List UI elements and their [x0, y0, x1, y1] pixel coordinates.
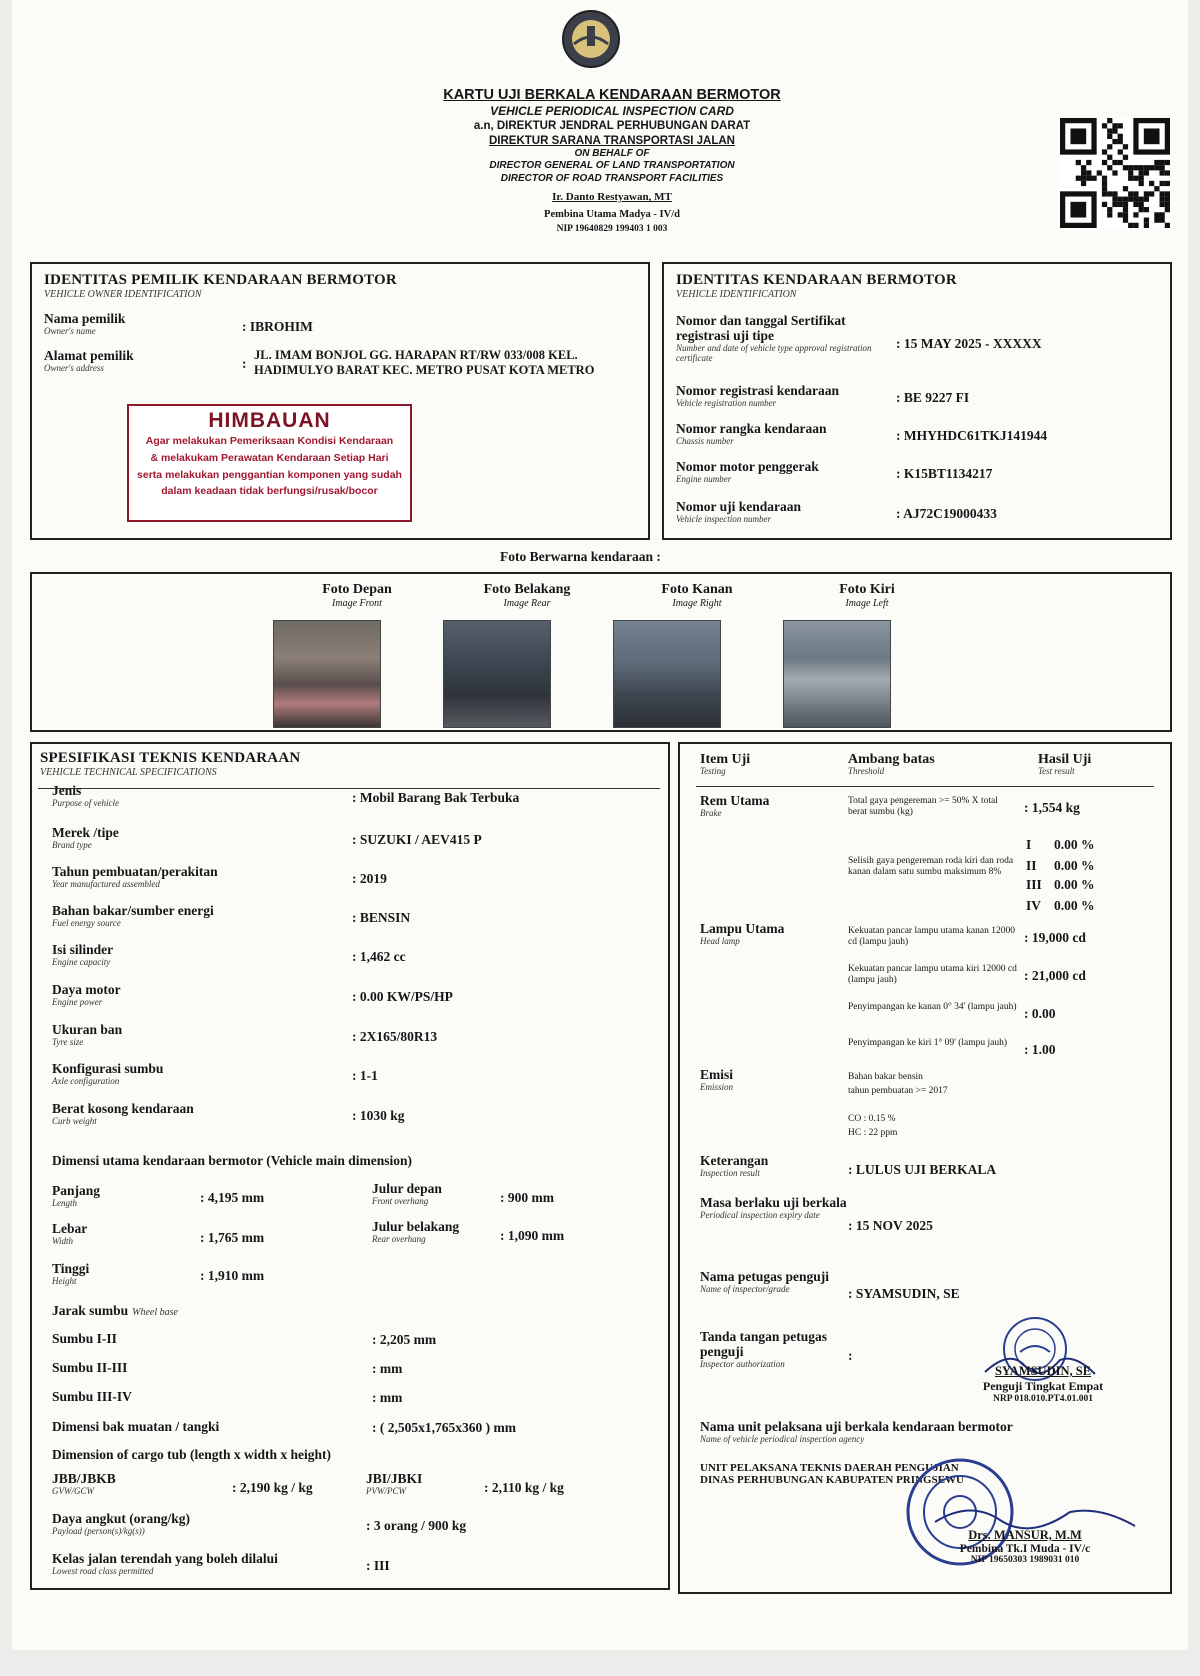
brake-label-en: Brake: [700, 807, 722, 818]
front-overhang-value: : 900 mm: [500, 1190, 554, 1205]
spec-label: [52, 1062, 163, 1087]
specs-divider: [38, 788, 660, 789]
jbi-label-en: PVW/PCW: [366, 1485, 406, 1496]
spec-value: : 0.00 KW/PS/HP: [352, 989, 453, 1004]
inspector-sig-name: SYAMSUDIN, SE: [994, 1364, 1092, 1378]
photo-rear-label: Foto Belakang: [483, 582, 571, 597]
inspector-rank: Penguji Tingkat Empat: [982, 1379, 1104, 1393]
rear-overhang-value: : 1,090 mm: [500, 1228, 565, 1243]
spec-label-text: Konfigurasi sumbu: [52, 1061, 164, 1076]
photos-section: [30, 572, 1172, 732]
col-threshold-header: Ambang batas: [848, 752, 935, 767]
spec-value: : Mobil Barang Bak Terbuka: [352, 790, 520, 805]
photo-rear: [443, 620, 551, 728]
photo-left-label: Foto Kiri: [839, 582, 895, 597]
brake-diff-row: [1026, 836, 1095, 854]
brake-diff-value: 0.00 %: [1054, 877, 1095, 892]
photo-left-label-en: Image Left: [845, 598, 889, 609]
chassis-label-en: Chassis number: [676, 435, 734, 446]
photo-right-label-en: Image Right: [672, 598, 722, 609]
notice-line: dalam keadaan tidak berfungsi/rusak/bocor: [161, 485, 378, 498]
owner-address-label: Alamat pemilik: [44, 348, 134, 363]
owner-address-label-en: Owner's address: [44, 362, 104, 373]
cargo-value: : ( 2,505x1,765x360 ) mm: [372, 1420, 516, 1435]
inspection-number-value: : AJ72C19000433: [896, 506, 997, 521]
front-overhang-label-en: Front overhang: [372, 1195, 429, 1206]
specs-title: SPESIFIKASI TEKNIS KENDARAAN: [40, 750, 301, 766]
col-result-header-en: Test result: [1038, 766, 1075, 777]
brake-label: Rem Utama: [700, 793, 770, 808]
spec-label: [52, 784, 119, 809]
headlamp-value: : 21,000 cd: [1024, 968, 1086, 983]
photos-caption: Foto Berwarna kendaraan :: [500, 549, 661, 564]
payload-label-en: Payload (person(s)/kg(s)): [52, 1525, 145, 1536]
road-class-value: : III: [366, 1558, 390, 1573]
remark-label: Keterangan: [700, 1153, 769, 1168]
headlamp-label: Lampu Utama: [700, 921, 785, 936]
spec-label-text: Merek /tipe: [52, 825, 119, 840]
brake-diff-threshold: Selisih gaya pengereman roda kiri dan roda kanan dalam satu sumbu maksimum 8%: [848, 856, 1014, 877]
specifications-section: [30, 742, 670, 1590]
vehicle-section-title-en: VEHICLE IDENTIFICATION: [676, 289, 797, 300]
spec-label-en: Curb weight: [52, 1115, 97, 1126]
jbi-label: JBI/JBKI: [366, 1471, 423, 1486]
brake-diff-axle: III: [1026, 877, 1042, 892]
vehicle-section-title: IDENTITAS KENDARAAN BERMOTOR: [676, 272, 957, 288]
jbb-label: JBB/JBKB: [52, 1471, 116, 1486]
chassis-label: Nomor rangka kendaraan: [676, 421, 827, 436]
registration-label-en: Vehicle registration number: [676, 397, 777, 408]
brake-diff-axle: IV: [1026, 898, 1042, 913]
chassis-value: : MHYHDC61TKJ141944: [896, 428, 1048, 443]
signature-label: Tanda tangan petugas penguji: [700, 1329, 828, 1359]
owner-name-label: Nama pemilik: [44, 311, 126, 326]
engine-number-value: : K15BT1134217: [896, 466, 993, 481]
brake-diff-row: [1026, 897, 1095, 915]
spec-label-en: Tyre size: [52, 1036, 84, 1047]
width-value: : 1,765 mm: [200, 1230, 265, 1245]
inspection-card: [12, 0, 1188, 1650]
spec-value: : 1,462 cc: [352, 949, 406, 964]
notice-line: & melakukam Perawatan Kendaraan Setiap Hari: [150, 451, 389, 464]
dimension-title: Dimensi utama kendaraan bermotor (Vehicle main dimension): [52, 1153, 413, 1168]
jbi-value: : 2,110 kg / kg: [484, 1480, 564, 1495]
photo-right: [613, 620, 721, 728]
brake-diff-axle: II: [1026, 858, 1037, 873]
headlamp-value: : 0.00: [1024, 1006, 1056, 1021]
brake-diff-value: 0.00 %: [1054, 858, 1095, 873]
headlamp-value: : 1.00: [1024, 1042, 1056, 1057]
inspection-number-label-en: Vehicle inspection number: [676, 513, 771, 524]
axle-2-label: Sumbu II-III: [52, 1360, 128, 1375]
width-label: Lebar: [52, 1221, 88, 1236]
length-label-en: Length: [52, 1197, 78, 1208]
width-label-en: Width: [52, 1235, 74, 1246]
photo-front-caption: [287, 582, 427, 609]
emission-hc: HC : 22 ppm: [848, 1128, 898, 1138]
inspector-signature-block: [938, 1364, 1148, 1404]
brake-diff-row: [1026, 876, 1095, 894]
spec-label-en: Purpose of vehicle: [52, 797, 119, 808]
on-behalf: a.n, DIREKTUR JENDRAL PERHUBUNGAN DARAT: [473, 120, 751, 133]
brake-diff-value: 0.00 %: [1054, 837, 1095, 852]
owner-address-colon: :: [242, 356, 247, 371]
notice-box: [127, 404, 412, 522]
expiry-label-en: Periodical inspection expiry date: [700, 1209, 820, 1220]
headlamp-threshold: Kekuatan pancar lampu utama kanan 12000 cd (lampu jauh): [848, 926, 1015, 947]
vehicle-identification-section: [662, 262, 1172, 540]
col-item-header-en: Testing: [700, 766, 726, 777]
engine-number-label-en: Engine number: [676, 473, 732, 484]
rear-overhang-label: Julur belakang: [372, 1219, 460, 1234]
spec-value: : 2X165/80R13: [352, 1029, 438, 1044]
length-value: : 4,195 mm: [200, 1190, 265, 1205]
photo-right-caption: [627, 582, 767, 609]
spec-label-text: Isi silinder: [52, 942, 114, 957]
axle-3-value: : mm: [372, 1390, 403, 1405]
spec-value: : 1-1: [352, 1068, 378, 1083]
height-value: : 1,910 mm: [200, 1268, 265, 1283]
spec-label: [52, 865, 218, 890]
signature-label-en: Inspector authorization: [700, 1358, 785, 1369]
spec-value: : 2019: [352, 871, 387, 886]
spec-value: : 1030 kg: [352, 1108, 405, 1123]
col-item-header: Item Uji: [700, 752, 751, 767]
photo-front-label: Foto Depan: [322, 582, 392, 597]
spec-label-en: Axle configuration: [52, 1075, 120, 1086]
cargo-label-en: Dimension of cargo tub (length x width x height): [52, 1447, 332, 1462]
registration-value: : BE 9227 FI: [896, 390, 970, 405]
unit-label: Nama unit pelaksana uji berkala kendaraan bermotor: [700, 1419, 1013, 1434]
director-general-en: DIRECTOR GENERAL OF LAND TRANSPORTATION: [489, 160, 735, 172]
spec-label-en: Brand type: [52, 839, 92, 850]
owner-section-title-en: VEHICLE OWNER IDENTIFICATION: [44, 289, 202, 300]
remark-value: : LULUS UJI BERKALA: [848, 1162, 997, 1177]
test-results-section: [678, 742, 1172, 1594]
height-label-en: Height: [52, 1275, 77, 1286]
photo-left: [783, 620, 891, 728]
specs-title-en: VEHICLE TECHNICAL SPECIFICATIONS: [40, 767, 217, 778]
unit-line: DINAS PERHUBUNGAN KABUPATEN PRINGSEWU: [700, 1474, 964, 1486]
notice-line: Agar melakukan Pemeriksaan Kondisi Kendaraan: [145, 435, 394, 447]
height-label: Tinggi: [52, 1261, 90, 1276]
jbb-label-en: GVW/GCW: [52, 1485, 94, 1496]
col-result-header: Hasil Uji: [1038, 752, 1092, 767]
card-title-en: VEHICLE PERIODICAL INSPECTION CARD: [490, 104, 734, 119]
spec-label-text: Bahan bakar/sumber energi: [52, 903, 214, 918]
directorate: DIREKTUR SARANA TRANSPORTASI JALAN: [489, 134, 735, 147]
photo-right-label: Foto Kanan: [661, 582, 733, 597]
col-threshold-header-en: Threshold: [848, 766, 885, 777]
brake-diff-row: [1026, 857, 1095, 875]
card-header: [372, 86, 852, 236]
owner-section-title: IDENTITAS PEMILIK KENDARAAN BERMOTOR: [44, 272, 397, 288]
emission-label-en: Emission: [700, 1081, 734, 1092]
remark-label-en: Inspection result: [700, 1167, 760, 1178]
brake-value: : 1,554 kg: [1024, 800, 1080, 815]
spec-label-text: Tahun pembuatan/perakitan: [52, 864, 218, 879]
front-overhang-label: Julur depan: [372, 1181, 442, 1196]
spec-label: [52, 943, 113, 968]
road-class-label-en: Lowest road class permitted: [52, 1565, 154, 1576]
owner-address-value: JL. IMAM BONJOL GG. HARAPAN RT/RW 033/008 KEL. HADIMULYO BARAT KEC. METRO PUSAT KOTA METRO: [254, 348, 595, 377]
brake-diff-axle: I: [1026, 837, 1032, 852]
head-signature-block: [910, 1528, 1140, 1565]
expiry-label: Masa berlaku uji berkala: [700, 1195, 847, 1210]
photo-left-caption: [797, 582, 937, 609]
photo-rear-caption: [457, 582, 597, 609]
on-behalf-en: ON BEHALF OF: [574, 147, 650, 159]
emission-threshold-year: tahun pembuatan >= 2017: [848, 1086, 948, 1096]
photo-front-label-en: Image Front: [332, 598, 382, 609]
spec-label: [52, 1023, 122, 1048]
axle-3-label: Sumbu III-IV: [52, 1389, 132, 1404]
spec-label-en: Year manufactured assembled: [52, 878, 160, 889]
spec-label-en: Fuel energy source: [52, 917, 121, 928]
spec-label-en: Engine power: [52, 996, 103, 1007]
axle-1-label: Sumbu I-II: [52, 1331, 117, 1346]
axle-2-value: : mm: [372, 1361, 403, 1376]
headlamp-threshold: Kekuatan pancar lampu utama kiri 12000 cd (lampu jauh): [848, 964, 1017, 985]
spec-value: : BENSIN: [352, 910, 411, 925]
headlamp-threshold: Penyimpangan ke kanan 0° 34' (lampu jauh): [848, 1002, 1017, 1012]
emission-threshold-fuel: Bahan bakar bensin: [848, 1072, 923, 1082]
headlamp-label-en: Head lamp: [700, 935, 740, 946]
notice-heading: HIMBAUAN: [208, 409, 331, 432]
inspector-label: Nama petugas penguji: [700, 1269, 830, 1284]
emission-co: CO : 0.15 %: [848, 1114, 896, 1124]
photo-rear-label-en: Image Rear: [503, 598, 551, 609]
expiry-value: : 15 NOV 2025: [848, 1218, 933, 1233]
head-name: Drs. MANSUR, M.M: [968, 1528, 1082, 1542]
payload-value: : 3 orang / 900 kg: [366, 1518, 467, 1533]
payload-label: Daya angkut (orang/kg): [52, 1511, 191, 1526]
emission-label: Emisi: [700, 1067, 734, 1082]
unit-label-en: Name of vehicle periodical inspection agency: [700, 1433, 865, 1444]
head-nip: NIP 19650303 1989031 010: [970, 1555, 1080, 1565]
spec-label: [52, 904, 214, 929]
spec-label-text: Ukuran ban: [52, 1022, 123, 1037]
axle-1-value: : 2,205 mm: [372, 1332, 437, 1347]
spec-label-text: Berat kosong kendaraan: [52, 1101, 194, 1116]
director-en: DIRECTOR OF ROAD TRANSPORT FACILITIES: [500, 172, 724, 184]
spec-label-en: Engine capacity: [52, 956, 111, 967]
spec-label-text: Daya motor: [52, 982, 121, 997]
owner-name-label-en: Owner's name: [44, 325, 96, 336]
director-signer-name: Ir. Danto Restyawan, MT: [552, 191, 672, 204]
engine-number-label: Nomor motor penggerak: [676, 459, 819, 474]
card-title: KARTU UJI BERKALA KENDARAAN BERMOTOR: [443, 87, 781, 103]
notice-line: serta melakukan penggantian komponen yang sudah: [137, 468, 402, 481]
owner-name-value: : IBROHIM: [242, 319, 313, 334]
inspector-nrp: NRP 018.010.PT4.01.001: [992, 1394, 1093, 1404]
jbb-value: : 2,190 kg / kg: [232, 1480, 313, 1495]
spec-label: [52, 983, 121, 1008]
length-label: Panjang: [52, 1183, 101, 1198]
head-rank: Pembina Tk.I Muda - IV/c: [959, 1543, 1091, 1555]
director-signer-nip: NIP 19640829 199403 1 003: [556, 224, 668, 235]
inspector-label-en: Name of inspector/grade: [700, 1283, 790, 1294]
rear-overhang-label-en: Rear overhang: [372, 1233, 426, 1244]
wheelbase-label-en: Wheel base: [132, 1307, 178, 1318]
head-signature-icon: [930, 1492, 1140, 1532]
headlamp-value: : 19,000 cd: [1024, 930, 1086, 945]
spec-label: [52, 1102, 194, 1127]
director-signer-rank: Pembina Utama Madya - IV/d: [544, 209, 680, 221]
inspection-number-label: Nomor uji kendaraan: [676, 499, 802, 514]
spec-label: [52, 826, 119, 851]
headlamp-threshold: Penyimpangan ke kiri 1° 09' (lampu jauh): [848, 1038, 1008, 1048]
type-approval-value: : 15 MAY 2025 - XXXXX: [896, 336, 1042, 351]
type-approval-label: Nomor dan tanggal Sertifikat registrasi uji tipe: [676, 313, 846, 343]
inspector-value: : SYAMSUDIN, SE: [848, 1286, 960, 1301]
signature-colon: :: [848, 1348, 853, 1363]
qr-code-icon: [1060, 118, 1170, 228]
type-approval-label-en: Number and date of vehicle type approval registration certificate: [676, 342, 872, 363]
brake-diff-value: 0.00 %: [1054, 898, 1095, 913]
photo-front: [273, 620, 381, 728]
unit-line: UNIT PELAKSANA TEKNIS DAERAH PENGUJIAN: [700, 1462, 959, 1474]
spec-label-text: Jenis: [52, 783, 82, 798]
wheelbase-label: Jarak sumbu: [52, 1303, 129, 1318]
registration-label: Nomor registrasi kendaraan: [676, 383, 839, 398]
results-divider: [696, 786, 1154, 787]
cargo-label: Dimensi bak muatan / tangki: [52, 1419, 220, 1434]
brake-threshold: Total gaya pengereman >= 50% X total berat sumbu (kg): [848, 796, 998, 817]
spec-value: : SUZUKI / AEV415 P: [352, 832, 482, 847]
emblem-icon: [560, 8, 622, 70]
road-class-label: Kelas jalan terendah yang boleh dilalui: [52, 1551, 278, 1566]
